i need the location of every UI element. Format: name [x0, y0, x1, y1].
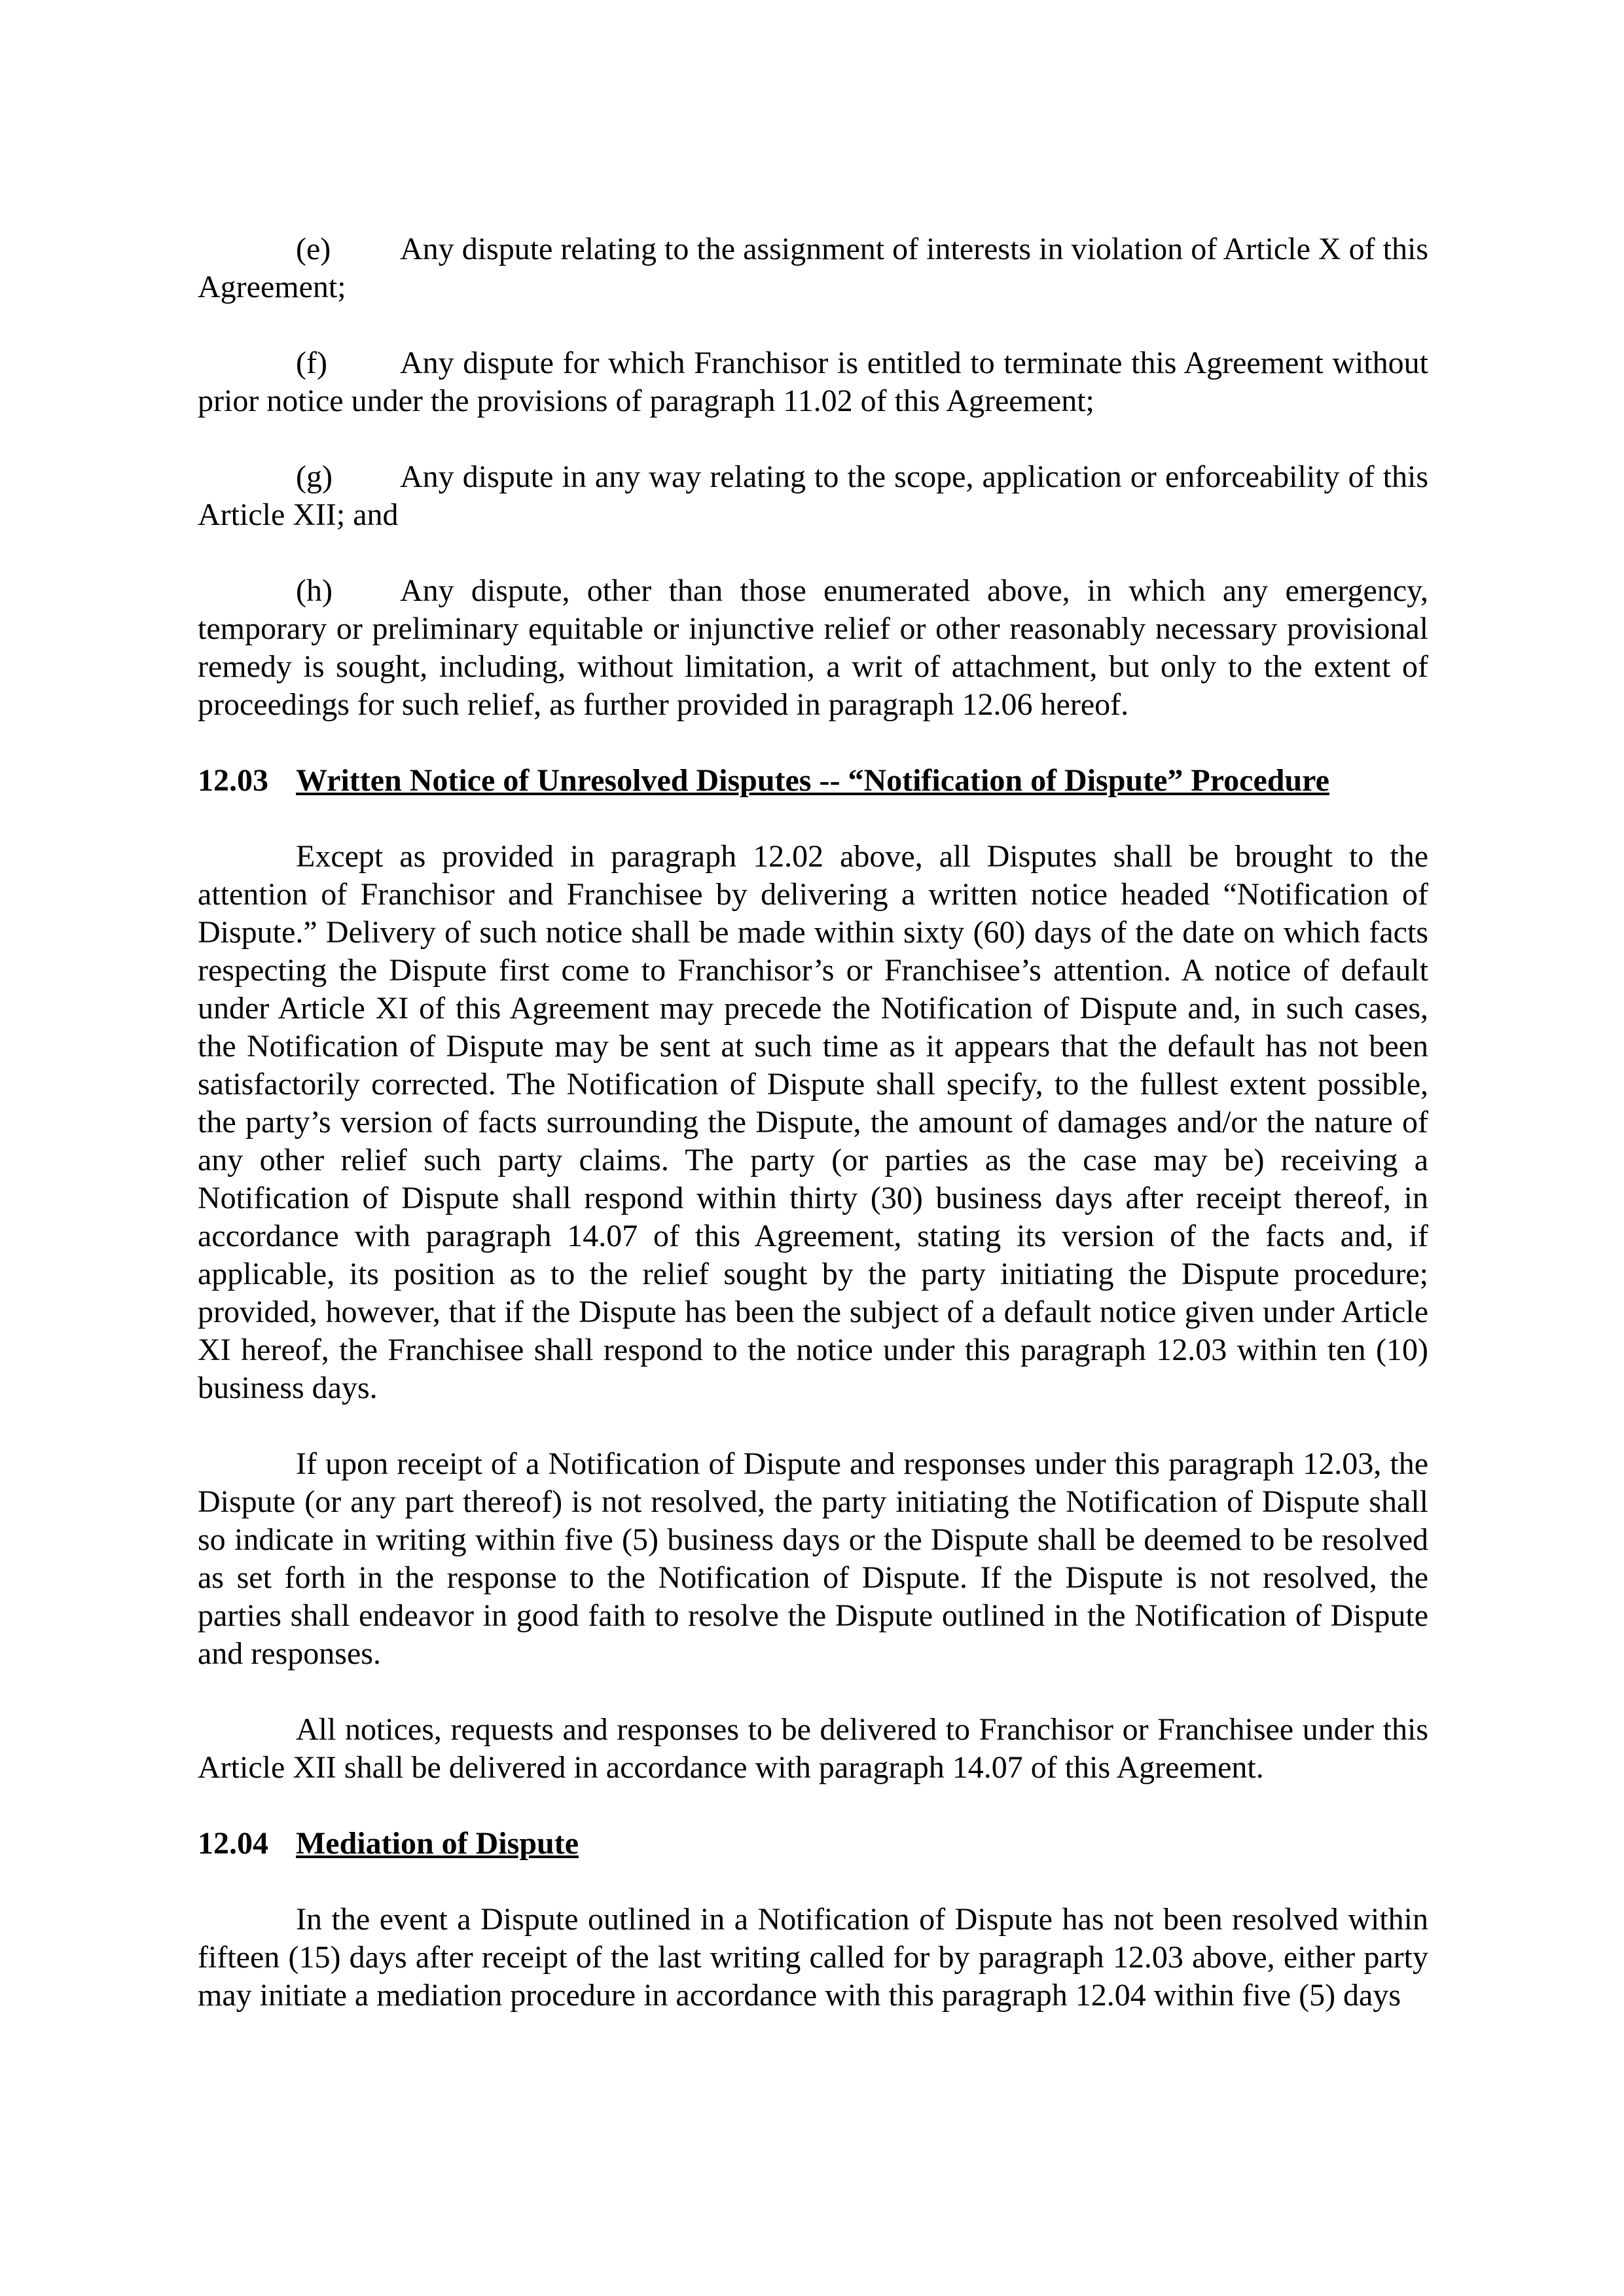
item-label: (e)	[296, 232, 331, 266]
item-text: Any dispute in any way relating to the scope, application or enforceability of this Article XII; and	[198, 459, 1428, 532]
section-title: Written Notice of Unresolved Disputes -- “Notification of Dispute” Procedure	[296, 763, 1329, 798]
list-item-g	[198, 458, 1428, 534]
document-page	[198, 230, 1428, 2015]
item-text: Any dispute for which Franchisor is entitled to terminate this Agreement without prior notice under the provisions of paragraph 11.02 of this Agreement;	[198, 346, 1428, 418]
item-label: (f)	[296, 346, 327, 380]
section-heading-1204	[198, 1825, 1428, 1863]
paragraph: In the event a Dispute outlined in a Notification of Dispute has not been resolved within fifteen (15) days after receipt of the last writing called for by paragraph 12.03 above, either party may initiate a mediation procedure in accordance with this paragraph 12.04 within five (5) days	[198, 1902, 1428, 2013]
section-number: 12.03	[198, 763, 268, 798]
item-label: (g)	[296, 459, 333, 494]
list-item-h	[198, 572, 1428, 724]
list-item-f	[198, 344, 1428, 420]
item-text: Any dispute, other than those enumerated above, in which any emergency, temporary or preliminary equitable or injunctive relief or other reasonably necessary provisional remedy is sought, including, without limitation, a writ of attachment, but only to the extent of proceedings for such relief, as further provided in paragraph 12.06 hereof.	[198, 573, 1428, 722]
item-label: (h)	[296, 573, 333, 608]
paragraph: Except as provided in paragraph 12.02 above, all Disputes shall be brought to the attention of Franchisor and Franchisee by delivering a written notice headed “Notification of Dispute.” Delivery of such notice shall be made within sixty (60) days of the date on which facts respecting the Dispute first come to Franchisor’s or Franchisee’s attention. A notice of default under Article XI of this Agreement may precede the Notification of Dispute and, in such cases, the Notification of Dispute may be sent at such time as it appears that the default has not been satisfactorily corrected. The Notification of Dispute shall specify, to the fullest extent possible, the party’s version of facts surrounding the Dispute, the amount of damages and/or the nature of any other relief such party claims. The party (or parties as the case may be) receiving a Notification of Dispute shall respond within thirty (30) business days after receipt thereof, in accordance with paragraph 14.07 of this Agreement, stating its version of the facts and, if applicable, its position as to the relief sought by the party initiating the Dispute procedure; provided, however, that if the Dispute has been the subject of a default notice given under Article XI hereof, the Franchisee shall respond to the notice under this paragraph 12.03 within ten (10) business days.	[198, 839, 1428, 1405]
section-heading-1203	[198, 762, 1428, 800]
item-text: Any dispute relating to the assignment of interests in violation of Article X of this Agreement;	[198, 232, 1428, 304]
paragraph: If upon receipt of a Notification of Dispute and responses under this paragraph 12.03, the Dispute (or any part thereof) is not resolved, the party initiating the Notification of Dispute shall so indicate in writing within five (5) business days or the Dispute shall be deemed to be resolved as set forth in the response to the Notification of Dispute. If the Dispute is not resolved, the parties shall endeavor in good faith to resolve the Dispute outlined in the Notification of Dispute and responses.	[198, 1446, 1428, 1671]
paragraph: All notices, requests and responses to be delivered to Franchisor or Franchisee under this Article XII shall be delivered in accordance with paragraph 14.07 of this Agreement.	[198, 1712, 1428, 1785]
section-number: 12.04	[198, 1826, 268, 1861]
list-item-e	[198, 230, 1428, 306]
section-title: Mediation of Dispute	[296, 1826, 579, 1861]
